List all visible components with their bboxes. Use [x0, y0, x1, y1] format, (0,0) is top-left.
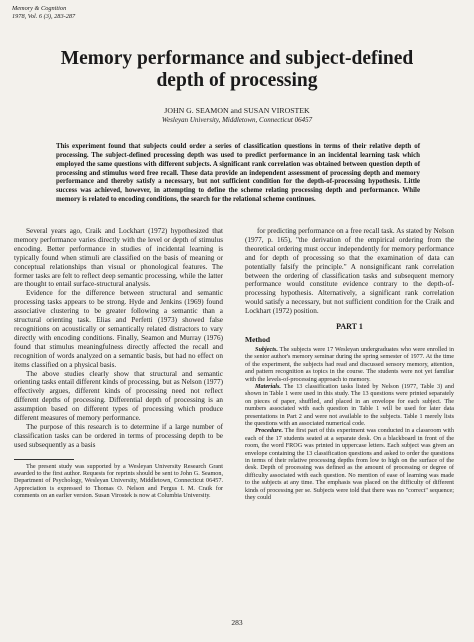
procedure-label: Procedure.	[255, 427, 284, 435]
body-paragraph: Several years ago, Craik and Lockhart (1972) hypothesized that memory performance varies directly with the level or depth of stimulus encoding. Better performance in studies of incidental learning is typically found when stimuli are classified on the basis of meaning or conceptual relationships than visual or phonological features. The former tasks are felt to reflect deep semantic processing, while the latter are thought to entail surface-structural analysis.	[14, 227, 223, 289]
left-column	[14, 227, 223, 500]
author-names: JOHN G. SEAMON and SUSAN VIROSTEK	[164, 106, 310, 115]
abstract: This experiment found that subjects could order a series of classification questions in terms of their relative depth of processing. The subject-defined processing depth was used to predict performance in an incidental learning task which employed the same questions with different subjects. A significant rank correlation was obtained between question depth of processing and stimulus word free recall. These data provide an independent assessment of processing depth and memory performance and thereby satisfy a necessary, but not sufficient condition for the depth-of-processing hypothesis. Little success was achieved, however, in attempting to define the scheme relating processing depth and performance. While memory is related to encoding conditions, the search for the relational scheme continues.	[56, 143, 420, 204]
method-heading: Method	[245, 334, 270, 344]
page-number: 283	[231, 618, 243, 627]
materials-label: Materials.	[255, 382, 281, 390]
body-paragraph: The above studies clearly show that structural and semantic orienting tasks entail different kinds of processing, but as Nelson (1977) effectively argues, different kinds of processing need not reflect different depths of processing. Differential depth of processing is an assumption based on different types of processing which produce different measures of memory performance.	[14, 369, 223, 423]
method-paragraph	[245, 346, 454, 383]
procedure-text: The first part of this experiment was conducted in a classroom with each of the 17 students seated at a separate desk. On a blackboard in front of the room, the word FROG was printed in uppercase letters. Each subject was given an envelope containing the 13 classification questions and asked to order the questions in terms of their relative processing depths from low to high on the surface of the desk. Depth of processing was defined as the amount of processing or degree of difficulty associated with each question. No mention of ease of learning was made to the subjects at any time. The emphasis was placed on the difficulty of different kinds of processing per se. Subjects were told that there was no "correct" sequence; they could	[245, 427, 454, 501]
body-paragraph: for predicting performance on a free recall task. As stated by Nelson (1977, p. 165), "the derivation of the empirical ordering from the theoretical ordering must occur independently for memory performance and for depth of processing so that the examination of data can potentially falsify the principle." A nonsignificant rank correlation between the ordering of classification tasks and subsequent memory performance would constitute evidence contrary to the depth-of-processing hypothesis. Alternatively, a significant rank correlation would satisfy a necessary, but not sufficient condition for the Craik and Lockhart (1972) position.	[245, 227, 454, 316]
footnote: The present study was supported by a Wesleyan University Research Grant awarded to the first author. Requests for reprints should be sent to John G. Seamon, Department of Psychology, Wesleyan University, Middletown, Connecticut 06457. Appreciation is expressed to Thomas O. Nelson and Fergus I. M. Craik for comments on an earlier version. Susan Virostek is now at Columbia University.	[14, 462, 223, 500]
footnote-divider	[14, 459, 74, 460]
right-column	[245, 227, 454, 501]
journal-header	[12, 5, 75, 21]
journal-citation: 1978, Vol. 6 (3), 283-287	[12, 13, 76, 20]
author-affiliation: Wesleyan University, Middletown, Connecticut 06457	[161, 116, 313, 124]
materials-text: The 13 classification tasks listed by Nelson (1977, Table 3) and shown in Table 1 were used in this study. The 13 questions were printed separately on pieces of paper, shuffled, and placed in an envelope for each subject. The numbers associated with each question in Table 1 will be used for later data presentations in Part 2 and were not available to the subjects. Table 1 merely lists the questions with an associated numerical code.	[245, 382, 454, 427]
journal-name: Memory & Cognition	[12, 5, 67, 12]
part-heading: PART 1	[336, 322, 363, 332]
body-paragraph: The purpose of this research is to determine if a large number of classification tasks can be ordered in terms of processing depth to be used subsequently as a basis	[14, 422, 223, 449]
subjects-text: The subjects were 17 Wesleyan undergraduates who were enrolled in the senior author's memory seminar during the spring semester of 1977. At the time of the experiment, the subjects had read and discussed sensory memory, attention, and pattern recognition as topics in the course. The students were not yet familiar with the levels-of-processing approach to memory.	[245, 345, 454, 383]
method-section	[245, 346, 454, 502]
body-paragraph: Evidence for the difference between structural and semantic processing tasks appears to be strong. Hyde and Jenkins (1969) found associative clustering to be greater following a semantic than a structural orienting task. Elias and Perfetti (1973) showed false recognitions on acoustically or semantically related distractors to vary directly with encoding conditions. Finally, Seamon and Murray (1976) found that stimulus meaningfulness directly affected the recall and recognition of words analyzed on a semantic basis, but had no effect on items classified on a physical basis.	[14, 289, 223, 369]
title-line-2: depth of processing	[156, 70, 318, 91]
subjects-label: Subjects.	[255, 345, 278, 353]
article-title	[0, 48, 474, 92]
title-line-1: Memory performance and subject-defined	[60, 48, 414, 69]
method-paragraph	[245, 383, 454, 427]
method-paragraph	[245, 427, 454, 501]
